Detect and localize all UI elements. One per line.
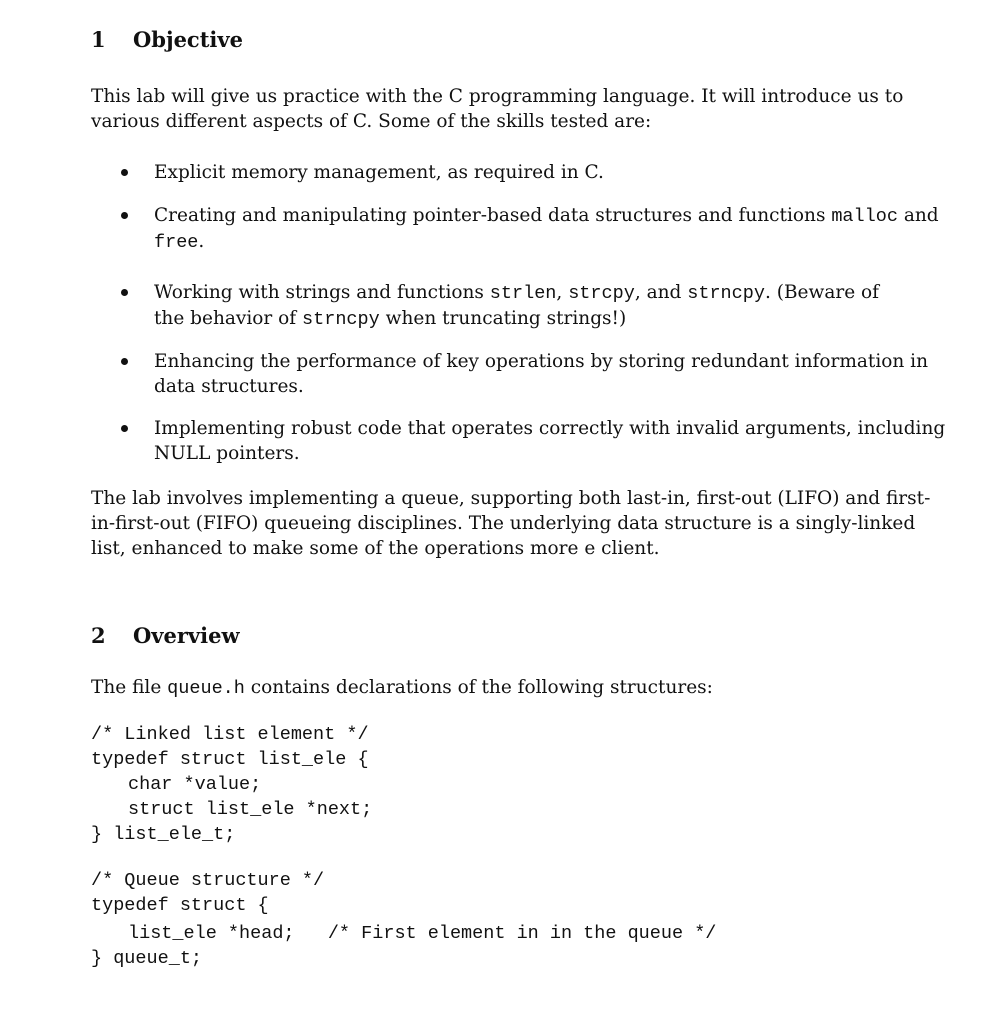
objective-closing-paragraph — [91, 486, 931, 561]
list-item-line: Implementing robust code that operates correctly with invalid arguments, including — [154, 418, 946, 439]
code-inline: strncpy — [687, 283, 765, 304]
text-run: when truncating strings!) — [379, 308, 627, 329]
code-inline: strcpy — [568, 283, 635, 304]
section-title: Objective — [133, 27, 243, 52]
objective-intro-paragraph — [91, 84, 907, 134]
paragraph-line: various different aspects of C. Some of the skills tested are: — [91, 111, 652, 132]
text-run: . — [198, 231, 205, 252]
text-run: , and — [634, 282, 688, 303]
code-line: typedef struct list_ele { — [91, 749, 369, 770]
code-line: } list_ele_t; — [91, 824, 236, 845]
text-run: . (Beware of — [764, 282, 880, 303]
list-item-line: Enhancing the performance of key operations by storing redundant information in — [154, 351, 929, 372]
bullet-icon — [121, 358, 128, 365]
code-line: struct list_ele *next; — [128, 799, 373, 820]
code-line: } queue_t; — [91, 948, 203, 969]
list-item-line: data structures. — [154, 376, 304, 397]
code-inline: free — [154, 232, 199, 253]
list-item-line — [154, 280, 914, 306]
section-heading-objective — [91, 27, 243, 52]
code-inline: queue.h — [167, 678, 245, 699]
paragraph-line — [91, 675, 907, 701]
paragraph-line: This lab will give us practice with the C programming language. It will introduce us to — [91, 86, 904, 107]
text-run: the behavior of — [154, 308, 303, 329]
code-line: typedef struct { — [91, 895, 269, 916]
bullet-icon — [121, 425, 128, 432]
text-run: contains declarations of the following structures: — [244, 677, 713, 698]
list-item-line: NULL pointers. — [154, 443, 300, 464]
code-line: list_ele *head; /* First element in in the queue */ — [128, 923, 717, 944]
list-item-text — [154, 349, 929, 399]
code-line: /* Linked list element */ — [91, 724, 369, 745]
code-block-queue — [91, 868, 716, 971]
text-run: , — [556, 282, 569, 303]
list-item-text — [154, 280, 914, 332]
list-item-line — [154, 229, 914, 255]
list-item-line — [154, 306, 914, 332]
section-number: 1 — [91, 27, 106, 52]
text-run: Working with strings and functions — [154, 282, 490, 303]
list-item-line — [154, 203, 939, 229]
code-inline: malloc — [831, 206, 898, 227]
text-run: and — [897, 205, 939, 226]
code-line: /* Queue structure */ — [91, 870, 325, 891]
bullet-icon — [121, 212, 128, 219]
paragraph-line: list, enhanced to make some of the operations more e client. — [91, 538, 660, 559]
code-line: char *value; — [128, 774, 262, 795]
code-inline: strncpy — [302, 309, 380, 330]
list-item-text — [154, 416, 946, 466]
paragraph-line: in-first-out (FIFO) queueing disciplines. The underlying data structure is a singly-linked — [91, 513, 916, 534]
text-run: The file — [91, 677, 168, 698]
section-heading-overview — [91, 623, 240, 648]
section-number: 2 — [91, 623, 106, 648]
section-title: Overview — [133, 623, 240, 648]
code-inline: strlen — [489, 283, 557, 304]
text-run: Creating and manipulating pointer-based data structures and functions — [154, 205, 832, 226]
list-item-line: Explicit memory management, as required in C. — [154, 162, 604, 183]
list-item-text — [154, 203, 939, 255]
bullet-icon — [121, 169, 128, 176]
overview-intro-paragraph — [91, 675, 907, 701]
code-block-list-ele — [91, 722, 372, 847]
list-item-text — [154, 160, 914, 185]
bullet-icon — [121, 289, 128, 296]
paragraph-line: The lab involves implementing a queue, supporting both last-in, first-out (LIFO) and first- — [91, 488, 931, 509]
